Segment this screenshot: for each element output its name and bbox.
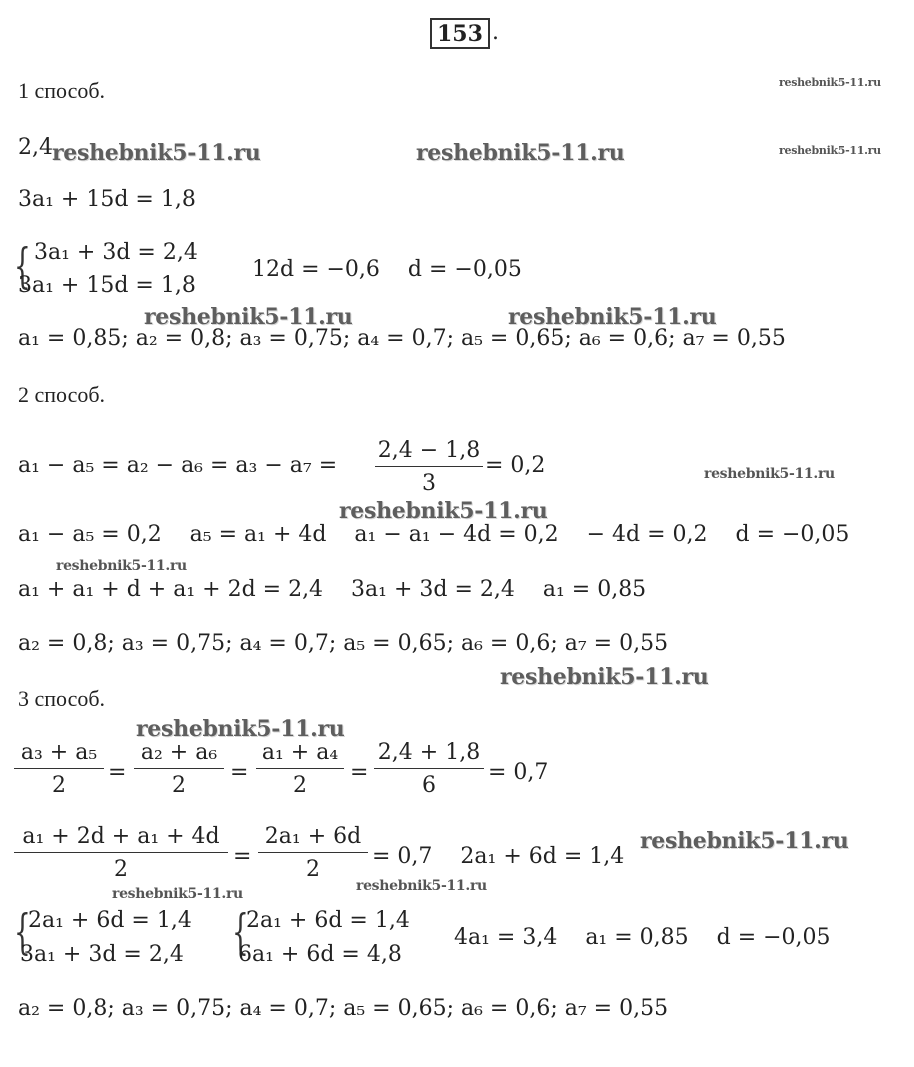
watermark: reshebnik5-11.ru — [779, 76, 881, 89]
m3-fraction-4-numerator: 2,4 + 1,8 — [377, 740, 481, 765]
watermark: reshebnik5-11.ru — [112, 886, 243, 902]
fraction-bar — [256, 768, 344, 769]
m1-result: a₁ = 0,85; a₂ = 0,8; a₃ = 0,75; a₄ = 0,7; a₅ = 0,65; a₆ = 0,6; a₇ = 0,55 — [18, 326, 786, 351]
watermark: reshebnik5-11.ru — [508, 304, 717, 330]
m2-line-3: a₁ + a₁ + d + a₁ + 2d = 2,4 3a₁ + 3d = 2,4 a₁ = 0,85 — [18, 577, 647, 602]
watermark: reshebnik5-11.ru — [56, 558, 187, 574]
m3-second-result: = 0,7 2a₁ + 6d = 1,4 — [372, 844, 625, 869]
m2-fraction — [375, 438, 483, 496]
method-1-heading: 1 способ. — [18, 78, 106, 103]
equals-sign: = — [230, 760, 249, 785]
m1-system-eq-2: 3a₁ + 15d = 1,8 — [18, 273, 196, 298]
m3-fraction-result: = 0,7 — [488, 760, 549, 785]
m3-fraction-6-denominator: 2 — [306, 857, 320, 882]
equals-sign: = — [108, 760, 127, 785]
watermark: reshebnik5-11.ru — [52, 140, 261, 166]
m3-system-2-brace: { — [232, 904, 249, 960]
m2-fraction-denominator: 3 — [422, 471, 436, 496]
m3-system-1-eq-1: 2a₁ + 6d = 1,4 — [28, 908, 192, 933]
m3-system-2-eq-2: 6a₁ + 6d = 4,8 — [238, 942, 402, 967]
m3-fraction-3 — [256, 740, 344, 798]
fraction-bar — [134, 768, 224, 769]
m3-fraction-5-denominator: 2 — [114, 857, 128, 882]
m2-equality-result: = 0,2 — [485, 453, 546, 478]
m3-fraction-2-denominator: 2 — [172, 773, 186, 798]
m1-system-solution: 12d = −0,6 d = −0,05 — [252, 257, 522, 282]
method-2-heading: 2 способ. — [18, 382, 106, 407]
fraction-bar — [374, 768, 484, 769]
watermark: reshebnik5-11.ru — [136, 716, 345, 742]
fraction-bar — [375, 466, 483, 467]
fraction-bar — [14, 768, 104, 769]
m1-line-1: 2,4 — [18, 135, 53, 160]
m1-system-brace: { — [14, 238, 31, 294]
m3-system-solution: 4a₁ = 3,4 a₁ = 0,85 d = −0,05 — [454, 925, 831, 950]
equals-sign: = — [233, 844, 252, 869]
equals-sign: = — [350, 760, 369, 785]
m3-fraction-5-numerator: a₁ + 2d + a₁ + 4d — [22, 824, 220, 849]
watermark: reshebnik5-11.ru — [356, 878, 487, 894]
m3-fraction-6-numerator: 2a₁ + 6d — [264, 824, 362, 849]
m3-fraction-2-numerator: a₂ + a₆ — [140, 740, 218, 765]
m3-fraction-4 — [374, 740, 484, 798]
task-number-dot: . — [492, 20, 499, 45]
m3-fraction-1 — [14, 740, 104, 798]
watermark: reshebnik5-11.ru — [500, 664, 709, 690]
m3-fraction-4-denominator: 6 — [422, 773, 436, 798]
watermark: reshebnik5-11.ru — [704, 466, 835, 482]
m3-system-1-eq-2: 3a₁ + 3d = 2,4 — [20, 942, 184, 967]
watermark: reshebnik5-11.ru — [339, 498, 548, 524]
m2-result: a₂ = 0,8; a₃ = 0,75; a₄ = 0,7; a₅ = 0,65; a₆ = 0,6; a₇ = 0,55 — [18, 631, 669, 656]
watermark: reshebnik5-11.ru — [144, 304, 353, 330]
m2-fraction-numerator: 2,4 − 1,8 — [377, 438, 481, 463]
m3-fraction-3-denominator: 2 — [293, 773, 307, 798]
m3-fraction-1-numerator: a₃ + a₅ — [20, 740, 98, 765]
m1-system-eq-1: 3a₁ + 3d = 2,4 — [34, 240, 198, 265]
fraction-bar — [258, 852, 368, 853]
m1-line-2: 3a₁ + 15d = 1,8 — [18, 187, 196, 212]
m3-system-1-brace: { — [14, 904, 31, 960]
watermark: reshebnik5-11.ru — [416, 140, 625, 166]
m3-fraction-5 — [14, 824, 228, 882]
m3-fraction-6 — [258, 824, 368, 882]
watermark: reshebnik5-11.ru — [779, 144, 881, 157]
m3-fraction-2 — [134, 740, 224, 798]
m3-fraction-3-numerator: a₁ + a₄ — [261, 740, 339, 765]
m2-line-2: a₁ − a₅ = 0,2 a₅ = a₁ + 4d a₁ − a₁ − 4d = 0,2 − 4d = 0,2 d = −0,05 — [18, 522, 850, 547]
method-3-heading: 3 способ. — [18, 686, 106, 711]
m3-result: a₂ = 0,8; a₃ = 0,75; a₄ = 0,7; a₅ = 0,65; a₆ = 0,6; a₇ = 0,55 — [18, 996, 669, 1021]
m3-system-2-eq-1: 2a₁ + 6d = 1,4 — [246, 908, 410, 933]
fraction-bar — [14, 852, 228, 853]
task-number: 153 — [430, 18, 490, 49]
m2-equality-chain: a₁ − a₅ = a₂ − a₆ = a₃ − a₇ = — [18, 453, 338, 478]
watermark: reshebnik5-11.ru — [640, 828, 849, 854]
m3-fraction-1-denominator: 2 — [52, 773, 66, 798]
